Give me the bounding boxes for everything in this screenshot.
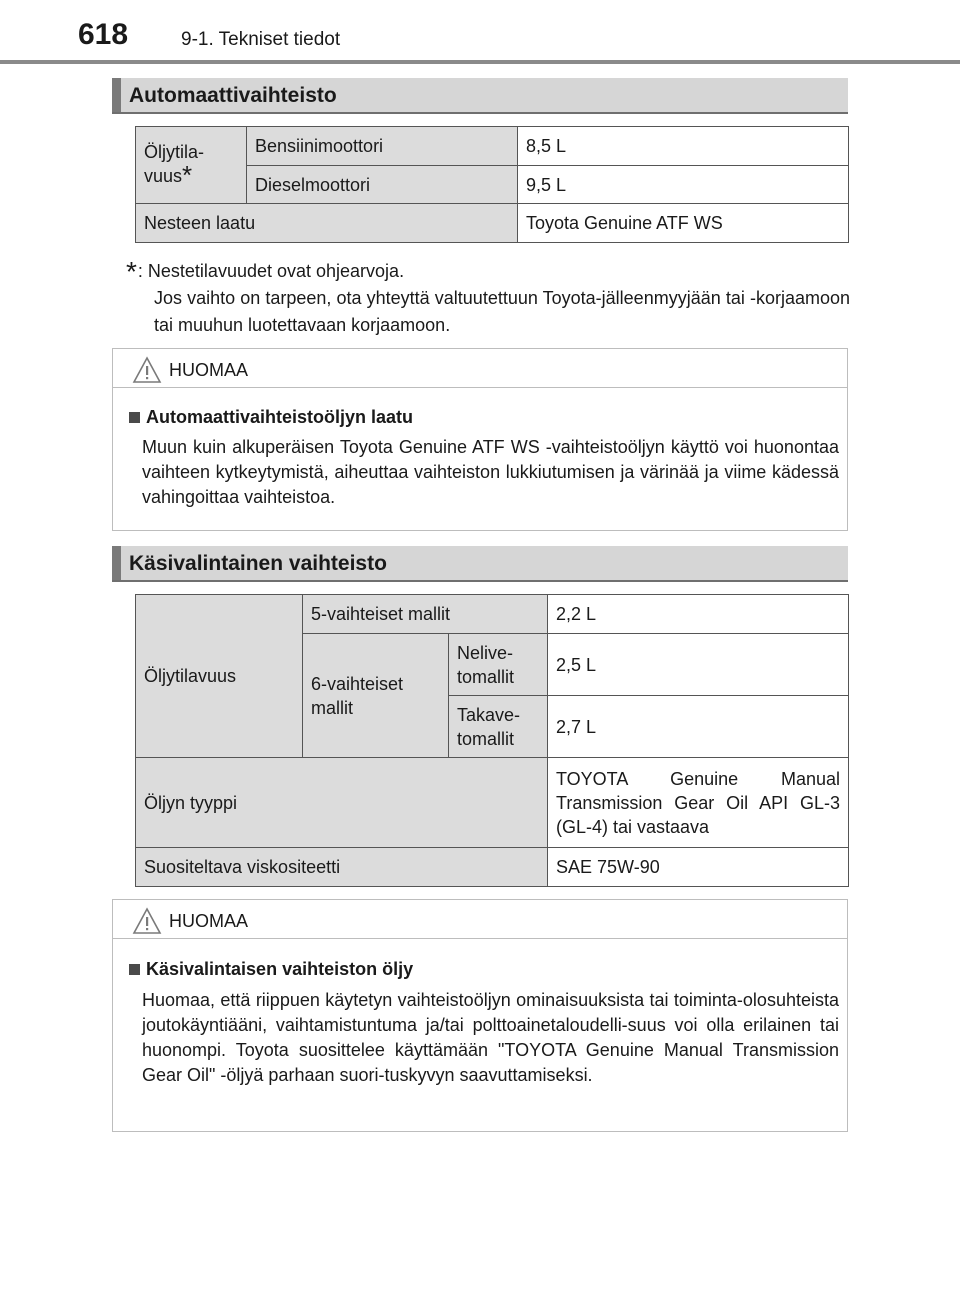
rwd-label: Takave- tomallit bbox=[457, 704, 521, 749]
bullet-square-icon bbox=[129, 412, 140, 423]
footnote-marker: * bbox=[182, 160, 193, 190]
footnote-line bbox=[126, 254, 850, 285]
oil-type-value-cell bbox=[548, 758, 849, 848]
diesel-label-cell bbox=[247, 166, 518, 204]
header-divider bbox=[0, 60, 960, 64]
fluid-value-cell bbox=[518, 204, 849, 243]
oil-type-label: Öljyn tyyppi bbox=[144, 792, 238, 813]
page-number: 618 bbox=[78, 18, 129, 51]
warning-icon bbox=[132, 907, 162, 935]
notice-heading-text: Automaattivaihteistoöljyn laatu bbox=[146, 407, 414, 427]
petrol-value: 8,5 L bbox=[526, 136, 567, 156]
section-title: Automaattivaihteisto bbox=[129, 84, 337, 107]
awd-label: Nelive- tomallit bbox=[457, 642, 515, 687]
viscosity-label: Suositeltava viskositeetti bbox=[144, 857, 341, 877]
notice-text: Muun kuin alkuperäisen Toyota Genuine ATF WS -vaihteistoöljyn käyttö voi huonontaa vaihteen kytkeytymistä, aiheuttaa vaihteiston lukkiutumisen ja värinää ja viime kädessä vahingoittaa vaihteistoa. bbox=[142, 437, 839, 507]
footnote bbox=[126, 254, 850, 339]
fluid-value: Toyota Genuine ATF WS bbox=[526, 213, 723, 233]
rwd-label-cell bbox=[449, 696, 548, 758]
awd-label-cell bbox=[449, 634, 548, 696]
capacity-label: Öljytila- vuus bbox=[144, 142, 205, 186]
five-speed-label-cell bbox=[303, 595, 548, 634]
five-speed-label: 5-vaihteiset mallit bbox=[311, 604, 451, 624]
six-speed-label: 6-vaihteiset mallit bbox=[311, 673, 404, 718]
section-marker bbox=[112, 546, 121, 580]
diesel-label: Dieselmoottori bbox=[255, 174, 371, 195]
awd-value-cell bbox=[548, 634, 849, 696]
petrol-label-cell bbox=[247, 127, 518, 166]
notice-heading-text: Käsivalintaisen vaihteiston öljy bbox=[146, 959, 414, 979]
section-header-manual bbox=[112, 546, 848, 582]
oil-type-label-cell bbox=[136, 758, 548, 848]
notice-label: HUOMAA bbox=[169, 911, 249, 931]
oil-type-value: TOYOTA Genuine Manual Transmission Gear Oil API GL-3 (GL-4) tai vastaava bbox=[556, 768, 840, 837]
fluid-label: Nesteen laatu bbox=[144, 213, 256, 233]
five-speed-value-cell bbox=[548, 595, 849, 634]
notice-heading bbox=[129, 407, 413, 428]
footnote-first: : Nestetilavuudet ovat ohjearvoja. bbox=[137, 261, 405, 281]
notice-automatic bbox=[112, 348, 848, 531]
rwd-value: 2,7 L bbox=[556, 716, 597, 737]
diesel-value-cell bbox=[518, 166, 849, 204]
viscosity-value: SAE 75W-90 bbox=[556, 857, 660, 877]
manual-capacity-label-cell bbox=[136, 595, 303, 758]
capacity-label-cell bbox=[136, 127, 247, 204]
section-header-automatic bbox=[112, 78, 848, 114]
automatic-spec-table bbox=[135, 126, 849, 243]
petrol-label: Bensiinimoottori bbox=[255, 136, 384, 156]
viscosity-value-cell bbox=[548, 848, 849, 887]
five-speed-value: 2,2 L bbox=[556, 604, 597, 624]
bullet-square-icon bbox=[129, 964, 140, 975]
footnote-rest: Jos vaihto on tarpeen, ota yhteyttä valtuutettuun Toyota-jälleenmyyjään tai -korjaamoon tai muuhun luotettavaan korjaamoon. bbox=[154, 288, 850, 335]
fluid-label-cell bbox=[136, 204, 518, 243]
notice-text: Huomaa, että riippuen käytetyn vaihteistoöljyn ominaisuuksista tai toiminta-olosuhteista joutokäyntiääni, vaihtamistuntuma ja/tai polttoainetaloudelli-suus voi olla erilainen tai huonompi. Toyota suosittelee käyttämään "TOYOTA Genuine Manual Transmission Gear Oil" -öljyä parhaan suori-tuskyvyn saavuttamiseksi. bbox=[142, 990, 839, 1085]
notice-manual bbox=[112, 899, 848, 1132]
awd-value: 2,5 L bbox=[556, 654, 597, 675]
manual-spec-table bbox=[135, 594, 849, 887]
notice-label: HUOMAA bbox=[169, 360, 249, 380]
section-title: Käsivalintainen vaihteisto bbox=[129, 552, 387, 575]
viscosity-label-cell bbox=[136, 848, 548, 887]
notice-header bbox=[113, 900, 847, 939]
rwd-value-cell bbox=[548, 696, 849, 758]
six-speed-label-cell bbox=[303, 634, 449, 758]
section-marker bbox=[112, 78, 121, 112]
warning-icon bbox=[132, 356, 162, 384]
diesel-value: 9,5 L bbox=[526, 174, 567, 195]
petrol-value-cell bbox=[518, 127, 849, 166]
breadcrumb: 9-1. Tekniset tiedot bbox=[181, 29, 341, 50]
manual-capacity-label: Öljytilavuus bbox=[144, 666, 237, 686]
notice-heading bbox=[129, 959, 413, 980]
footnote-star: * bbox=[126, 256, 137, 287]
notice-header bbox=[113, 349, 847, 388]
